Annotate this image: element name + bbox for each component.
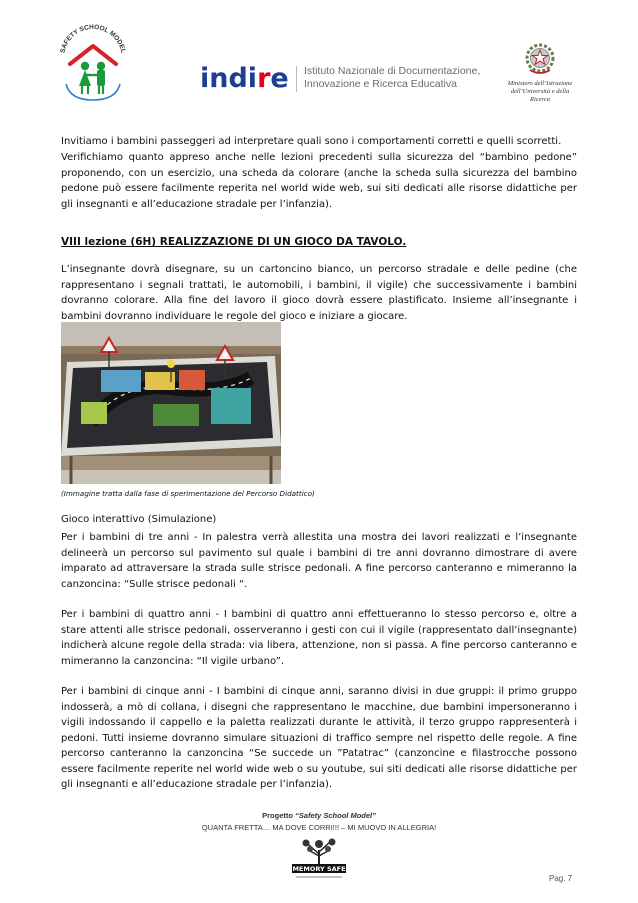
footer-subtitle: QUANTA FRETTA… MA DOVE CORRI!!! – MI MUOVO IN ALLEGRIA! bbox=[201, 823, 437, 832]
ministry-name: Ministero dell’Istruzione dell’Università e della Ricerca bbox=[507, 80, 573, 103]
page-number: Pag. 7 bbox=[549, 874, 573, 883]
board-game-photo bbox=[61, 322, 281, 484]
italian-republic-emblem-icon bbox=[524, 40, 556, 76]
paragraph-board-game: L’insegnante dovrà disegnare, su un cartoncino bianco, un percorso stradale e delle pedine (che rappresentano i segnali trattati, le automobili, i bambini, il vigile) che successivamente i bambini dovranno colorare. Alla fine del lavoro il gioco dovrà essere plastificato. Insieme all’insegnante i bambini dovranno individuare le regole del gioco e iniziare a giocare. bbox=[61, 264, 577, 322]
footer-logo-text: MEMORY SAFE bbox=[292, 865, 346, 873]
page-header bbox=[0, 0, 638, 118]
paragraph-passengers: Invitiamo i bambini passeggeri ad interpretare quali sono i comportamenti corretti e quelli scorretti. bbox=[61, 136, 562, 147]
paragraph-five-year-olds: Per i bambini di cinque anni - I bambini di cinque anni, saranno divisi in due gruppi: il primo gruppo indosserà, a mò di collana, i disegni che rappresentano le macchine, due bambini impersoneranno i vigili indossando il cappello e la paletta realizzati durante le attività, il terzo gruppo rappresenterà i pedoni. Tutti insieme dovranno simulare situazioni di traffico sempre nel rispetto delle regole. A fine percorso canteranno la canzoncina “Se succede un ”Patatrac” (canzoncine e filastrocche possono essere facilmente reperite nel world wide web o su youtube, sui siti dedicati alle risorse didattiche per gli insegnanti e all’educazione stradale per l’infanzia). bbox=[61, 686, 577, 790]
board-game-image bbox=[61, 322, 281, 484]
children-house-icon bbox=[56, 24, 130, 106]
safety-school-model-logo bbox=[56, 24, 130, 106]
paragraph-three-year-olds: Per i bambini di tre anni - In palestra verrà allestita una mostra dei lavori realizzati e l’insegnante delineerà un percorso sul pavimento sul quale i bambini di tre anni dovranno dimostrare di avere imparato ad attraversare la strada sulle strisce pedonali. A fine percorso canteranno e mimeranno la canzoncina: “Sulle strisce pedonali “. bbox=[61, 532, 577, 590]
lesson-heading: VIII lezione (6H) REALIZZAZIONE DI UN GIOCO DA TAVOLO. bbox=[61, 236, 407, 248]
ministry-logo bbox=[500, 40, 580, 106]
indire-logo bbox=[200, 62, 481, 98]
indire-institute-name: Istituto Nazionale di Documentazione, Innovazione e Ricerca Educativa bbox=[304, 65, 481, 90]
indire-brand: indire bbox=[200, 63, 289, 94]
svg-text:SAFETY SCHOOL MODEL bbox=[59, 24, 126, 54]
indire-separator bbox=[296, 66, 297, 92]
footer-project: Progetto “Safety School Model” bbox=[262, 811, 376, 820]
paragraph-four-year-olds: Per i bambini di quattro anni - I bambini di quattro anni effettueranno lo stesso percorso e, oltre a stare attenti alle strisce pedonali, osserveranno i gesti con cui il vigile (rappresentato dall’insegnante) indicherà alcune regole della strada: via libera, attenzione, non si passa. A fine percorso canteranno e mimeranno la canzoncina: “Il vigile urbano”. bbox=[61, 609, 577, 667]
ssm-logo-text: SAFETY SCHOOL MODEL bbox=[59, 24, 127, 54]
footer-logo bbox=[288, 838, 350, 882]
section-subheading: Gioco interattivo (Simulazione) bbox=[61, 514, 217, 525]
paragraph-pedestrian-safety: Verifichiamo quanto appreso anche nelle lezioni precedenti sulla sicurezza del “bambino pedone” proponendo, con un esercizio, una scheda da colorare (anche la scheda sulla sicurezza del bambino pedone può essere facilmente reperita nel world wide web, sui siti dedicati alle risorse didattiche per gli insegnanti e all’educazione stradale per l’infanzia). bbox=[61, 152, 577, 210]
tree-logo-icon bbox=[288, 838, 350, 882]
image-caption: (Immagine tratta dalla fase di sperimentazione del Percorso Didattico) bbox=[61, 489, 315, 498]
